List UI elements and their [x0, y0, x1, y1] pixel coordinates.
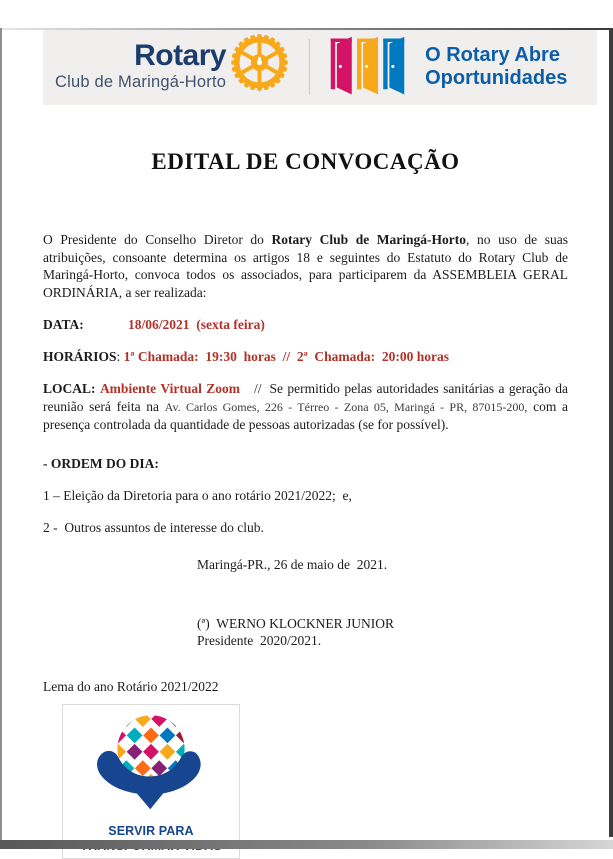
ordem-do-dia-heading: - ORDEM DO DIA: — [43, 455, 159, 471]
document-page — [0, 28, 613, 849]
horarios-value: 1ª Chamada: 19:30 horas // 2ª Chamada: 20:00 horas — [123, 349, 450, 364]
hand-icon — [97, 750, 201, 808]
dateline: Maringá-PR., 26 de maio de 2021. — [197, 556, 388, 572]
agenda-item-2: 2 - Outros assuntos de interesse do club. — [43, 519, 264, 535]
intro-paragraph: O Presidente do Conselho Diretor do Rotary Club de Maringá-Horto, no uso de suas atribuições, consoante determina os artigos 18 e seguintes do Estatuto do Rotary Club de Maringá-Horto, convoca todos os associados, para participarem da ASSEMBLEIA GERAL ORDINÁRIA, a ser realizada: — [43, 232, 568, 300]
address-text: Av. Carlos Gomes, 226 - Térreo - Zona 05, Maringá - PR, 87015-200, — [164, 399, 528, 414]
agenda-item-1: 1 – Eleição da Diretoria para o ano rotário 2021/2022; e, — [43, 487, 352, 503]
letterhead-divider — [309, 39, 310, 95]
theme-logo-box — [62, 704, 240, 859]
signature-block — [197, 615, 568, 649]
mosaic-globe-icon — [76, 707, 226, 819]
horarios-row: HORÁRIOS: 1ª Chamada: 19:30 horas // 2ª Chamada: 20:00 horas — [43, 349, 450, 364]
rotary-wheel-icon — [231, 34, 288, 91]
lema-caption: Lema do ano Rotário 2021/2022 — [43, 678, 219, 694]
theme-logo-text: SERVIR PARA — [108, 823, 194, 838]
horarios-label: HORÁRIOS — [43, 349, 117, 364]
scan-edge-bottom — [0, 840, 613, 849]
local-highlight: Ambiente Virtual Zoom — [99, 381, 240, 396]
rotary-tagline: O Rotary Abre Oportunidades — [425, 43, 568, 89]
open-doors-icon — [329, 35, 413, 98]
letterhead — [43, 28, 597, 105]
scan-edge-left — [0, 28, 2, 849]
signer-name: (ª) WERNO KLOCKNER JUNIOR — [197, 615, 394, 631]
scan-edge-right — [609, 28, 613, 837]
page-title: EDITAL DE CONVOCAÇÃO — [151, 149, 460, 174]
club-name: Club de Maringá-Horto — [55, 73, 227, 91]
rotary-lockup — [55, 41, 288, 92]
document-body — [0, 149, 613, 859]
data-value: 18/06/2021 (sexta feira) — [128, 317, 265, 332]
rotary-wordmark: Rotary — [134, 39, 227, 72]
local-paragraph: LOCAL: Ambiente Virtual Zoom // Se permitido pelas autoridades sanitárias a geração da reunião será feita na Av. Carlos Gomes, 226 - Térreo - Zona 05, Maringá - PR, 87015-200, com a presença controlada da quantidade de pessoas autorizadas (se for possível). — [43, 381, 569, 432]
data-row — [43, 317, 568, 333]
data-label: DATA: — [43, 317, 84, 332]
signer-title: Presidente 2020/2021. — [197, 632, 322, 648]
scan-edge-top — [0, 28, 613, 30]
local-label: LOCAL: — [43, 381, 96, 396]
